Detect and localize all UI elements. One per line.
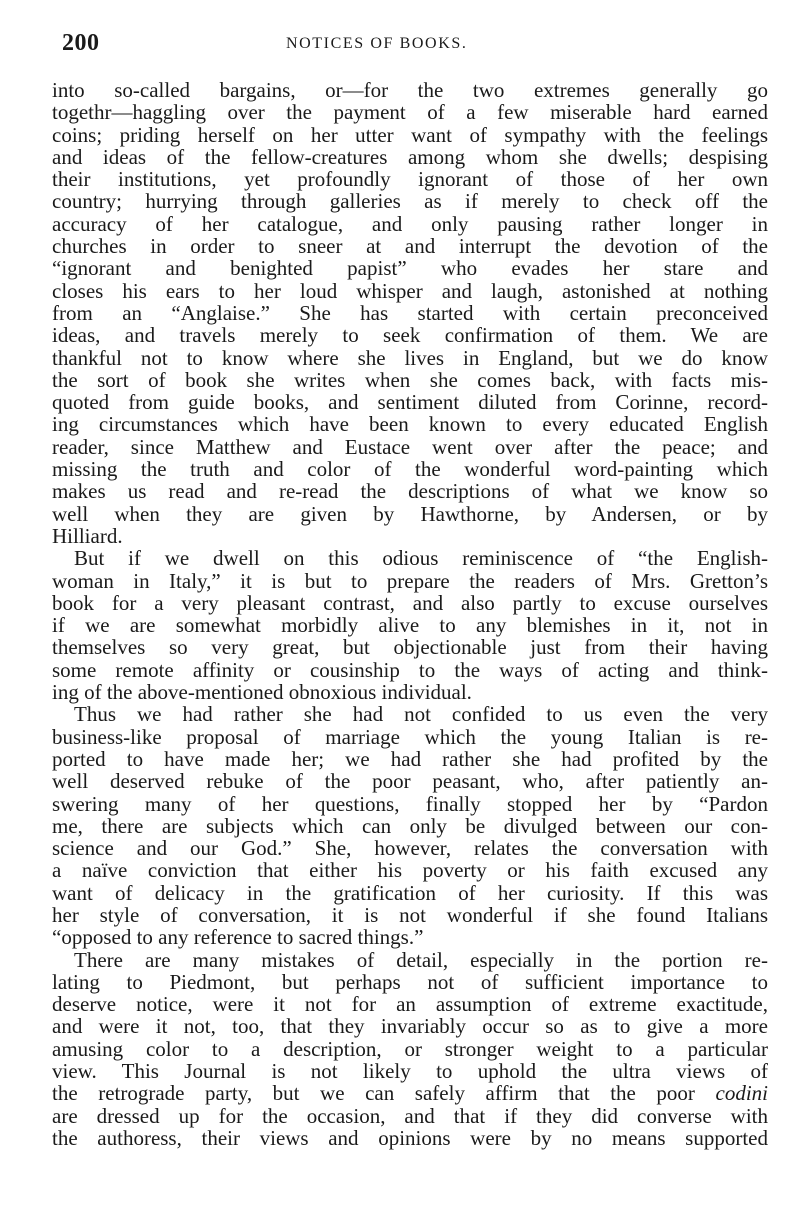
text-line: quoted from guide books, and sentiment diluted from Corinne, record- (52, 390, 768, 415)
text-line: some remote affinity or cousinship to the ways of acting and think- (52, 657, 768, 682)
text-line: ing circumstances which have been known to every educated English (52, 412, 768, 437)
text-line: themselves so very great, but objectionable just from their having (52, 635, 768, 660)
text-line: But if we dwell on this odious reminiscence of “the English- (74, 546, 768, 571)
text-line: her style of conversation, it is not wonderful if she found Italians (52, 902, 768, 927)
text-line: and were it not, too, that they invariably occur so as to give a more (52, 1014, 768, 1039)
text-line: coins; priding herself on her utter want of sympathy with the feelings (52, 122, 768, 147)
paragraph (52, 547, 768, 703)
text-line: well when they are given by Hawthorne, by Andersen, or by (52, 501, 768, 526)
running-head: NOTICES OF BOOKS. (286, 35, 468, 52)
text-line: lating to Piedmont, but perhaps not of sufficient importance to (52, 969, 768, 994)
paragraph (52, 79, 768, 547)
text-line: deserve notice, were it not for an assumption of extreme exactitude, (52, 992, 768, 1017)
text-line: swering many of her questions, finally stopped her by “Pardon (52, 791, 768, 816)
paragraph (52, 949, 768, 1150)
text-line: country; hurrying through galleries as if merely to check off the (52, 189, 768, 214)
text-line: into so-called bargains, or—for the two extremes generally go (52, 78, 768, 102)
text-line: view. This Journal is not likely to uphold the ultra views of (52, 1059, 768, 1084)
text-line: “ignorant and benighted papist” who evades her stare and (52, 256, 768, 281)
text-line: the retrograde party, but we can safely affirm that the poor codini (52, 1081, 768, 1106)
text-line: Thus we had rather she had not confided to us even the very (74, 702, 768, 727)
text-line: woman in Italy,” it is but to prepare the readers of Mrs. Gretton’s (52, 568, 768, 593)
text-line: Hilliard. (52, 523, 123, 548)
text-line: a naïve conviction that either his poverty or his faith excused any (52, 858, 768, 883)
text-line: and ideas of the fellow-creatures among whom she dwells; despising (52, 144, 768, 169)
page-header (62, 30, 762, 64)
text-line: amusing color to a description, or stronger weight to a particular (52, 1036, 768, 1061)
body-text (52, 79, 768, 1149)
text-line: want of delicacy in the gratification of her curiosity. If this was (52, 880, 768, 905)
text-line: science and our God.” She, however, relates the conversation with (52, 836, 768, 861)
text-line: missing the truth and color of the wonderful word-painting which (52, 457, 768, 482)
text-line: me, there are subjects which can only be divulged between our con- (52, 813, 768, 838)
text-line: their institutions, yet profoundly ignorant of those of her own (52, 167, 768, 192)
text-line: ideas, and travels merely to seek confirmation of them. We are (52, 323, 768, 348)
text-line: “opposed to any reference to sacred things.” (52, 925, 424, 950)
text-line: well deserved rebuke of the poor peasant, who, after patiently an- (52, 769, 768, 794)
text-line: closes his ears to her loud whisper and laugh, astonished at nothing (52, 278, 768, 303)
text-line: the authoress, their views and opinions were by no means supported (52, 1125, 768, 1150)
text-line: churches in order to sneer at and interrupt the devotion of the (52, 234, 768, 259)
text-line: thankful not to know where she lives in England, but we do know (52, 345, 768, 370)
text-line: from an “Anglaise.” She has started with certain preconceived (52, 300, 768, 325)
text-line: ported to have made her; we had rather she had profited by the (52, 746, 768, 771)
text-line: if we are somewhat morbidly alive to any blemishes in it, not in (52, 613, 768, 638)
text-line: the sort of book she writes when she comes back, with facts mis- (52, 367, 768, 392)
text-line: business-like proposal of marriage which the young Italian is re- (52, 724, 768, 749)
text-line: togethr—haggling over the payment of a few miserable hard earned (52, 100, 768, 125)
italic-word: codini (715, 1081, 768, 1106)
text-line: ing of the above-mentioned obnoxious individual. (52, 680, 472, 705)
text-line: reader, since Matthew and Eustace went over after the peace; and (52, 434, 768, 459)
text-line: makes us read and re-read the descriptions of what we know so (52, 479, 768, 504)
text-line: book for a very pleasant contrast, and also partly to excuse ourselves (52, 590, 768, 615)
text-line: There are many mistakes of detail, especially in the portion re- (74, 947, 768, 972)
text-line: accuracy of her catalogue, and only pausing rather longer in (52, 211, 768, 236)
page-number: 200 (62, 30, 100, 56)
paragraph (52, 703, 768, 948)
text-line: are dressed up for the occasion, and that if they did converse with (52, 1103, 768, 1128)
